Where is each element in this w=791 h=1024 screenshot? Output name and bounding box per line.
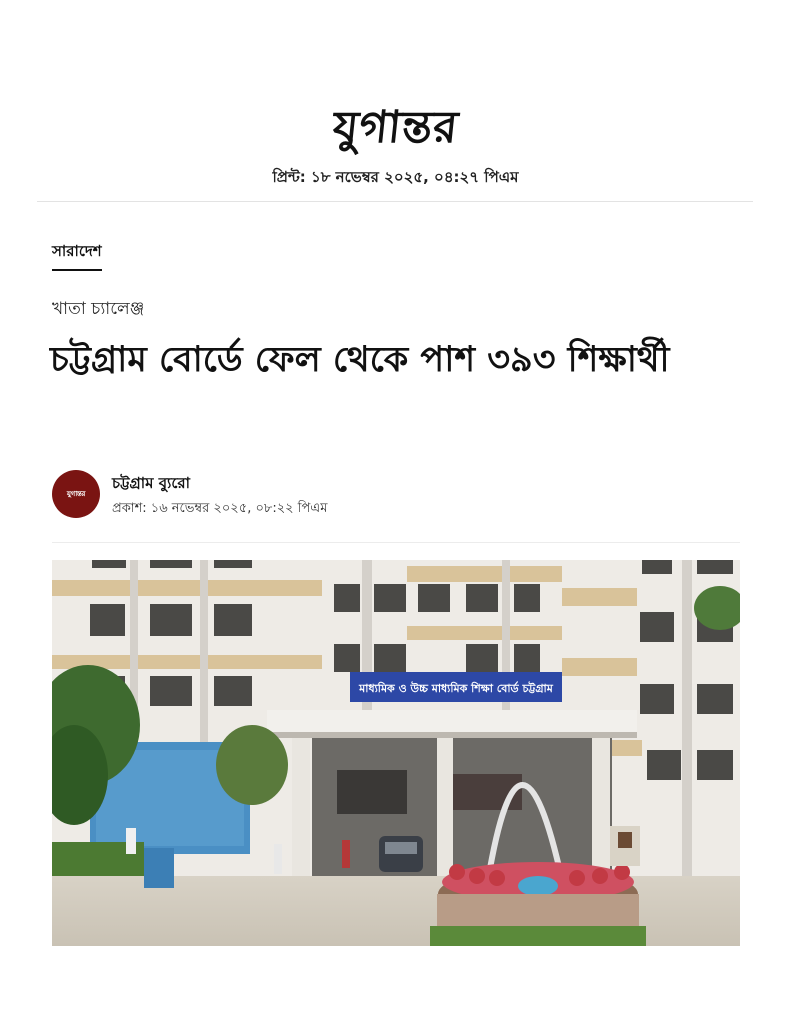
author-name[interactable]: চট্টগ্রাম ব্যুরো	[112, 474, 191, 492]
board-banner: মাধ্যমিক ও উচ্চ মাধ্যমিক শিক্ষা বোর্ড চট্টগ্রাম	[359, 682, 553, 695]
author-avatar	[52, 470, 100, 518]
header-divider	[37, 201, 753, 202]
category-link[interactable]: সারাদেশ	[52, 240, 102, 271]
article-photo	[52, 560, 740, 946]
article-headline: চট্টগ্রাম বোর্ডে ফেল থেকে পাশ ৩৯৩ শিক্ষার্থী	[50, 340, 670, 380]
article-kicker: খাতা চ্যালেঞ্জ	[52, 299, 145, 319]
byline-divider	[52, 542, 740, 543]
site-logo[interactable]: যুগান্তর	[330, 102, 461, 153]
publish-date: প্রকাশ: ১৬ নভেম্বর ২০২৫, ০৮:২২ পিএম	[112, 501, 328, 516]
avatar-logo-text: যুগান্তর	[66, 490, 86, 498]
logo-container[interactable]	[0, 100, 791, 156]
print-date: প্রিন্ট: ১৮ নভেম্বর ২০২৫, ০৪:২৭ পিএম	[272, 168, 519, 186]
